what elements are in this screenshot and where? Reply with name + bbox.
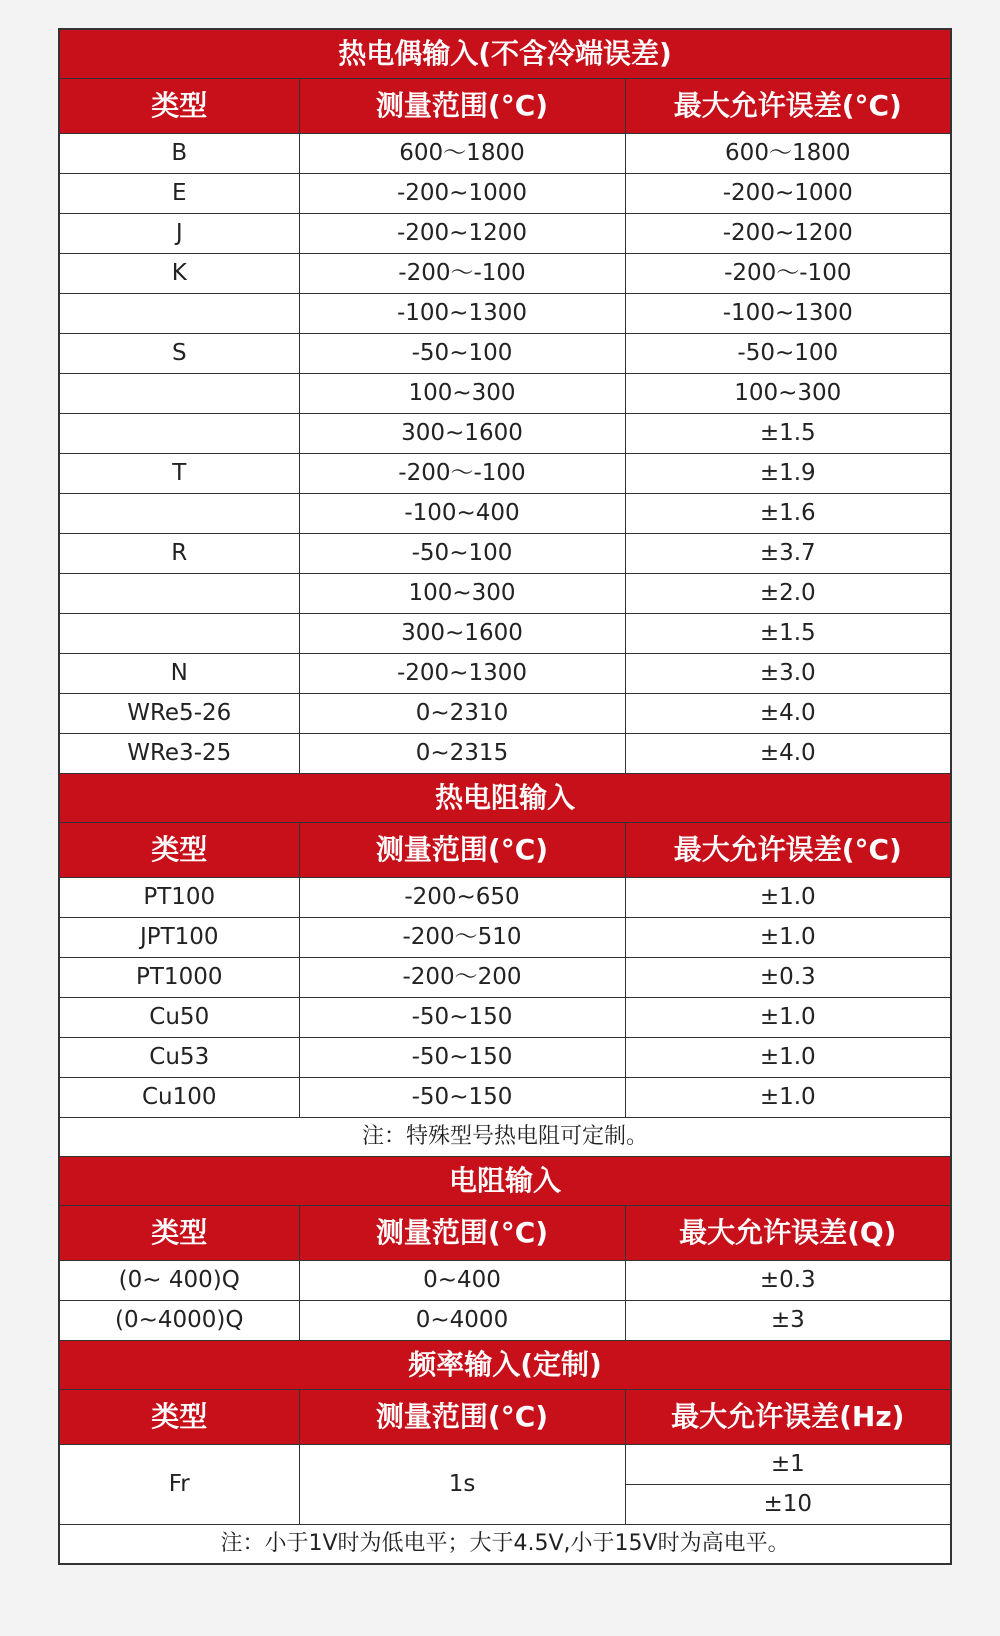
- frequency-section-title: 频率输入(定制): [59, 1341, 951, 1390]
- rtd-note: 注：特殊型号热电阻可定制。: [59, 1118, 951, 1157]
- error-cell: ±1.0: [625, 998, 951, 1038]
- range-cell: 0~4000: [299, 1301, 625, 1341]
- range-cell: 100~300: [299, 374, 625, 414]
- type-cell: [59, 294, 299, 334]
- range-cell: 100~300: [299, 574, 625, 614]
- table-row: [59, 574, 951, 614]
- resistance-header-row: [59, 1206, 951, 1261]
- table-row: [59, 734, 951, 774]
- type-cell: B: [59, 134, 299, 174]
- error-cell: ±1.5: [625, 614, 951, 654]
- error-cell: -200~1200: [625, 214, 951, 254]
- error-cell: ±0.3: [625, 1261, 951, 1301]
- type-cell: [59, 574, 299, 614]
- range-header: 测量范围(°C): [299, 1390, 625, 1445]
- table-row: [59, 958, 951, 998]
- range-cell: -100~400: [299, 494, 625, 534]
- type-cell: PT1000: [59, 958, 299, 998]
- type-header: 类型: [59, 823, 299, 878]
- error-cell: ±1: [625, 1445, 951, 1485]
- error-cell: ±1.0: [625, 878, 951, 918]
- error-cell: -100~1300: [625, 294, 951, 334]
- rtd-title-row: [59, 774, 951, 823]
- table-row: [59, 694, 951, 734]
- input-spec-table: [58, 28, 952, 1565]
- table-row: [59, 918, 951, 958]
- table-row: [59, 174, 951, 214]
- range-cell: -50~150: [299, 1078, 625, 1118]
- table-body: [59, 29, 951, 1564]
- error-cell: ±1.0: [625, 1038, 951, 1078]
- type-cell: N: [59, 654, 299, 694]
- table-row: [59, 414, 951, 454]
- type-cell: WRe5-26: [59, 694, 299, 734]
- error-cell: -50~100: [625, 334, 951, 374]
- type-cell: T: [59, 454, 299, 494]
- table-row: [59, 654, 951, 694]
- type-cell: Fr: [59, 1445, 299, 1525]
- type-header: 类型: [59, 1390, 299, 1445]
- type-cell: PT100: [59, 878, 299, 918]
- table-row: [59, 878, 951, 918]
- error-cell: ±1.0: [625, 918, 951, 958]
- type-cell: [59, 614, 299, 654]
- range-cell: 1s: [299, 1445, 625, 1525]
- error-header: 最大允许误差(°C): [625, 823, 951, 878]
- error-cell: ±4.0: [625, 694, 951, 734]
- error-cell: -200～-100: [625, 254, 951, 294]
- table-row: [59, 614, 951, 654]
- type-cell: R: [59, 534, 299, 574]
- range-cell: 300~1600: [299, 414, 625, 454]
- range-cell: -50~150: [299, 1038, 625, 1078]
- table-row: [59, 1261, 951, 1301]
- error-cell: ±1.5: [625, 414, 951, 454]
- table-row: [59, 134, 951, 174]
- error-cell: 600～1800: [625, 134, 951, 174]
- error-cell: ±3.7: [625, 534, 951, 574]
- type-cell: [59, 494, 299, 534]
- table-row: [59, 1301, 951, 1341]
- table-row: [59, 1078, 951, 1118]
- rtd-header-row: [59, 823, 951, 878]
- error-cell: ±3: [625, 1301, 951, 1341]
- frequency-title-row: [59, 1341, 951, 1390]
- range-cell: 600～1800: [299, 134, 625, 174]
- range-cell: -200～510: [299, 918, 625, 958]
- range-cell: -50~100: [299, 534, 625, 574]
- range-cell: -200~1300: [299, 654, 625, 694]
- error-cell: ±0.3: [625, 958, 951, 998]
- range-cell: 0~400: [299, 1261, 625, 1301]
- range-cell: -50~150: [299, 998, 625, 1038]
- range-cell: -200~650: [299, 878, 625, 918]
- error-header: 最大允许误差(Hz): [625, 1390, 951, 1445]
- error-cell: -200~1000: [625, 174, 951, 214]
- error-cell: ±3.0: [625, 654, 951, 694]
- type-cell: J: [59, 214, 299, 254]
- spec-sheet: [58, 28, 950, 1565]
- type-header: 类型: [59, 1206, 299, 1261]
- range-header: 测量范围(°C): [299, 1206, 625, 1261]
- rtd-section-title: 热电阻输入: [59, 774, 951, 823]
- frequency-header-row: [59, 1390, 951, 1445]
- type-cell: K: [59, 254, 299, 294]
- thermocouple-header-row: [59, 79, 951, 134]
- type-cell: (0~ 400)Q: [59, 1261, 299, 1301]
- type-cell: Cu53: [59, 1038, 299, 1078]
- error-cell: ±10: [625, 1485, 951, 1525]
- table-row: [59, 374, 951, 414]
- table-row: [59, 494, 951, 534]
- type-cell: JPT100: [59, 918, 299, 958]
- range-cell: -200~1000: [299, 174, 625, 214]
- range-cell: 0~2315: [299, 734, 625, 774]
- table-row: [59, 334, 951, 374]
- type-cell: E: [59, 174, 299, 214]
- table-row: [59, 1038, 951, 1078]
- error-cell: ±2.0: [625, 574, 951, 614]
- resistance-section-title: 电阻输入: [59, 1157, 951, 1206]
- range-cell: -200～-100: [299, 454, 625, 494]
- range-cell: -200～-100: [299, 254, 625, 294]
- frequency-note-row: [59, 1525, 951, 1565]
- table-row: [59, 454, 951, 494]
- type-cell: [59, 374, 299, 414]
- type-cell: Cu100: [59, 1078, 299, 1118]
- table-row: [59, 294, 951, 334]
- resistance-title-row: [59, 1157, 951, 1206]
- frequency-note: 注：小于1V时为低电平；大于4.5V,小于15V时为高电平。: [59, 1525, 951, 1565]
- error-cell: ±1.9: [625, 454, 951, 494]
- error-cell: ±1.6: [625, 494, 951, 534]
- table-row: [59, 1445, 951, 1485]
- error-cell: 100~300: [625, 374, 951, 414]
- range-header: 测量范围(°C): [299, 823, 625, 878]
- type-cell: Cu50: [59, 998, 299, 1038]
- table-row: [59, 254, 951, 294]
- range-cell: -200～200: [299, 958, 625, 998]
- error-header: 最大允许误差(°C): [625, 79, 951, 134]
- type-cell: (0~4000)Q: [59, 1301, 299, 1341]
- type-header: 类型: [59, 79, 299, 134]
- range-cell: -100~1300: [299, 294, 625, 334]
- type-cell: [59, 414, 299, 454]
- table-row: [59, 534, 951, 574]
- type-cell: WRe3-25: [59, 734, 299, 774]
- type-cell: S: [59, 334, 299, 374]
- thermocouple-title-row: [59, 29, 951, 79]
- range-header: 测量范围(°C): [299, 79, 625, 134]
- table-row: [59, 998, 951, 1038]
- error-header: 最大允许误差(Q): [625, 1206, 951, 1261]
- range-cell: 300~1600: [299, 614, 625, 654]
- range-cell: -50~100: [299, 334, 625, 374]
- range-cell: -200~1200: [299, 214, 625, 254]
- range-cell: 0~2310: [299, 694, 625, 734]
- table-row: [59, 214, 951, 254]
- error-cell: ±1.0: [625, 1078, 951, 1118]
- error-cell: ±4.0: [625, 734, 951, 774]
- rtd-note-row: [59, 1118, 951, 1157]
- thermocouple-section-title: 热电偶输入(不含冷端误差): [59, 29, 951, 79]
